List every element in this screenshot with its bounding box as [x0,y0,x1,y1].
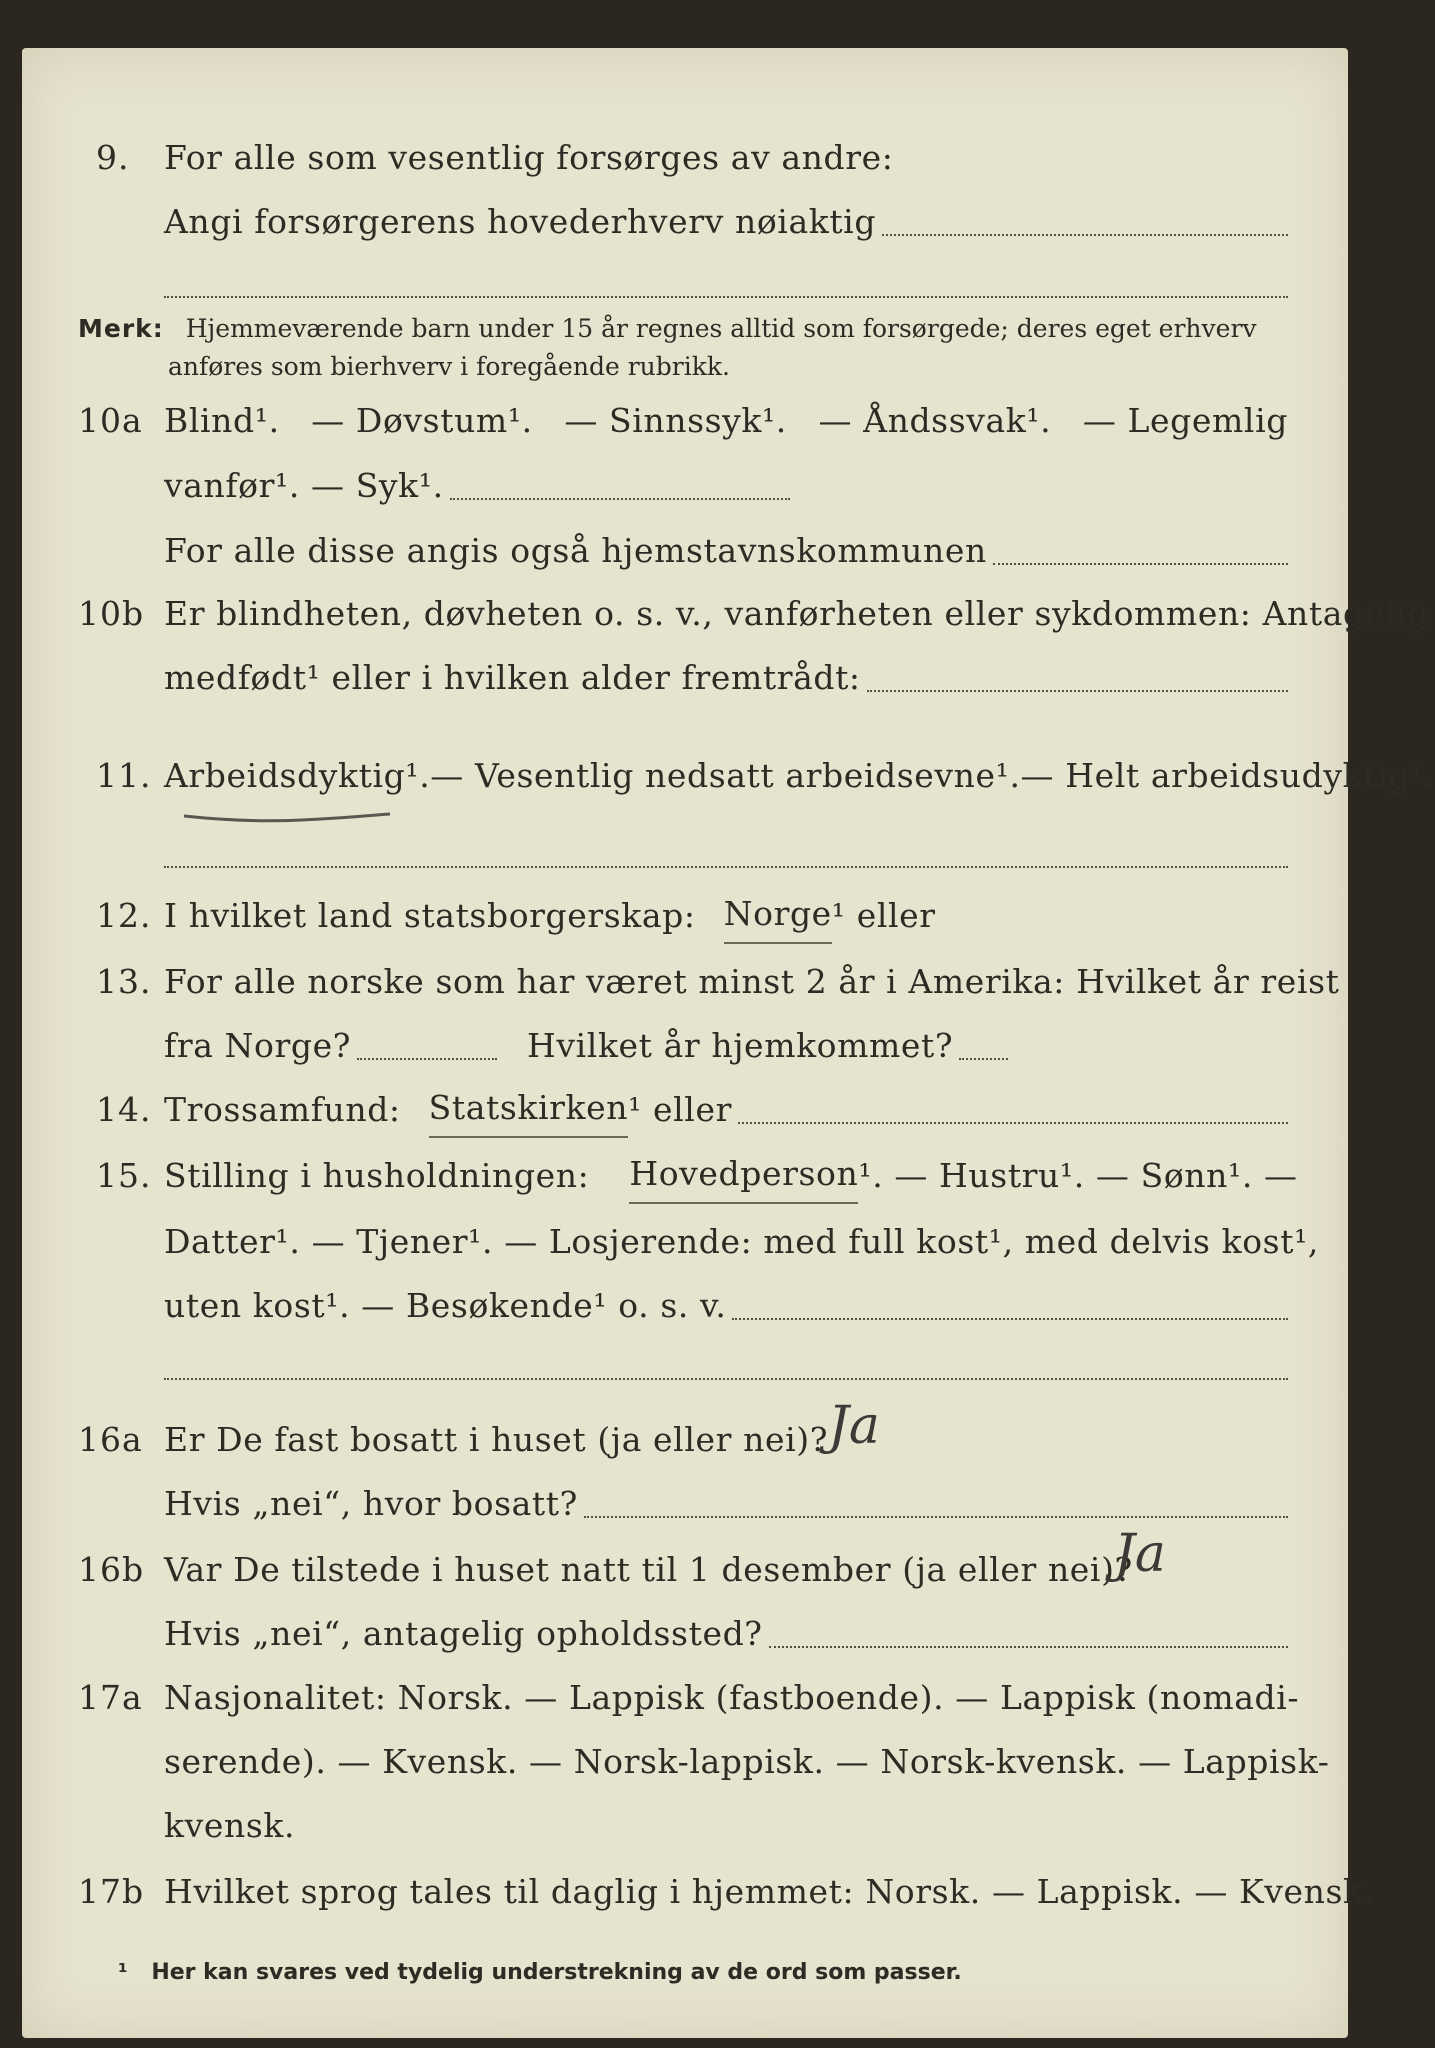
question-text: Hvis „nei“, antagelig opholdssted? [164,1614,763,1653]
footnote-mark: ¹ [118,1960,128,1985]
question-number: 15. [96,1156,152,1195]
question-9 [22,130,1348,186]
answer-line[interactable] [732,1318,1288,1320]
question-text: kvensk. [164,1806,296,1845]
question-text: Er blindheten, døvheten o. s. v., vanførheten eller sykdommen: Antagelig [164,594,1429,633]
option-sinnssyk[interactable]: — Sinnssyk¹. [564,401,787,440]
question-number: 14. [96,1090,152,1129]
question-16a [22,1412,1348,1468]
answer-line[interactable] [164,866,1288,868]
question-text: ¹ eller [628,1090,732,1129]
option-blind[interactable]: Blind¹. [164,401,280,440]
answer-line[interactable] [867,690,1288,692]
question-text: ¹ eller [831,896,936,935]
question-number: 17b [78,1872,145,1911]
question-text: For alle disse angis også hjemstavnskommunen [164,531,987,570]
note-merk [78,310,1288,348]
handwritten-underline [182,810,392,824]
question-15-line-3 [22,1278,1348,1334]
question-17a [22,1670,1348,1726]
question-text: Trossamfund: [164,1090,401,1129]
handwritten-answer: Ja [1114,1524,1166,1584]
question-15-line-2 [22,1214,1348,1270]
option-dovstum[interactable]: — Døvstum¹. [311,401,533,440]
question-text: I hvilket land statsborgerskap: [164,896,696,935]
option-arbeidsdyktig[interactable]: Arbeidsdyktig¹. [164,756,431,795]
question-text: Er De fast bosatt i huset (ja eller nei)? [164,1420,828,1459]
question-10a-line-2 [22,458,1348,514]
question-text: For alle som vesentlig forsørges av andre: [164,138,894,177]
note-text: anføres som bierhverv i foregående rubrikk. [168,352,730,381]
question-text: ¹. — Hustru¹. — Sønn¹. — [858,1156,1298,1195]
option-nedsatt-arbeidsevne[interactable]: — Vesentlig nedsatt arbeidsevne¹. [430,756,1021,795]
question-text: Var De tilstede i huset natt til 1 desember (ja eller nei)? [164,1550,1133,1589]
answer-line[interactable] [450,498,790,500]
question-13-line-2 [22,1018,1348,1074]
option-andssvak[interactable]: — Åndssvak¹. [818,401,1052,440]
question-text: Stilling i husholdningen: [164,1156,590,1195]
question-13 [22,954,1348,1010]
handwritten-answer: Ja [828,1396,880,1456]
question-number: 11. [96,756,152,795]
question-17a-line-3 [22,1798,1348,1854]
answer-line[interactable] [769,1646,1288,1648]
answer-line[interactable] [882,234,1288,236]
question-12 [22,888,1348,944]
question-10b-line-2 [22,650,1348,706]
question-text: Hvilket år hjemkommet? [527,1026,954,1065]
answer-line[interactable] [738,1122,1288,1124]
question-15 [22,1148,1348,1204]
question-text: medfødt¹ eller i hvilken alder fremtrådt: [164,658,861,697]
question-text: fra Norge? [164,1026,352,1065]
question-16b-line-2 [22,1606,1348,1662]
question-text: serende). — Kvensk. — Norsk-lappisk. — Norsk-kvensk. — Lappisk- [164,1742,1330,1781]
question-14 [22,1082,1348,1138]
question-text: Hvis „nei“, hvor bosatt? [164,1484,578,1523]
question-10b [22,586,1429,642]
question-17b [22,1864,1375,1920]
question-text: Datter¹. — Tjener¹. — Losjerende: med full kost¹, med delvis kost¹, [164,1222,1319,1261]
question-number: 9. [96,138,130,177]
question-text: For alle norske som har været minst 2 år i Amerika: Hvilket år reist [164,962,1340,1001]
answer-line-hjemkommet[interactable] [959,1058,1008,1060]
option-hovedperson-underlined[interactable]: Hovedperson [629,1146,858,1204]
question-number: 10a [78,401,143,440]
answer-line[interactable] [164,1378,1288,1380]
question-text: Hvilket sprog tales til daglig i hjemmet: Norsk. — Lappisk. — Kvensk. [164,1872,1375,1911]
question-text: vanfør¹. — Syk¹. [164,466,444,505]
answer-line[interactable] [584,1516,1288,1518]
question-number: 16b [78,1550,145,1589]
question-text: uten kost¹. — Besøkende¹ o. s. v. [164,1286,727,1325]
note-merk-line-2 [168,348,1288,386]
answer-line[interactable] [993,563,1288,565]
option-statskirken-underlined[interactable]: Statskirken [429,1080,628,1138]
note-text: Hjemmeværende barn under 15 år regnes alltid som forsørgede; deres eget erhverv [185,314,1257,343]
question-10a [22,393,1348,449]
question-text: Nasjonalitet: Norsk. — Lappisk (fastboende). — Lappisk (nomadi- [164,1678,1300,1717]
footnote-text: Her kan svares ved tydelig understrekning av de ord som passer. [151,1960,962,1985]
question-number: 10b [78,594,145,633]
answer-line[interactable] [164,296,1288,298]
answer-line-reist[interactable] [357,1058,497,1060]
question-number: 17a [78,1678,143,1717]
question-17a-line-2 [22,1734,1348,1790]
footnote [118,1960,962,1985]
question-11 [22,748,1435,804]
question-10a-line-3 [22,523,1348,579]
question-9-line-2 [22,194,1348,250]
option-norge-underlined[interactable]: Norge [724,886,832,944]
question-text: Angi forsørgerens hovederhverv nøiaktig [164,202,877,241]
option-arbeidsudyktig[interactable]: — Helt arbeidsudyktig¹. [1020,756,1435,795]
option-legemlig[interactable]: — Legemlig [1082,401,1288,440]
note-label: Merk: [78,314,164,343]
question-number: 16a [78,1420,143,1459]
question-number: 13. [96,962,152,1001]
census-form-page [22,48,1435,2038]
question-number: 12. [96,896,152,935]
